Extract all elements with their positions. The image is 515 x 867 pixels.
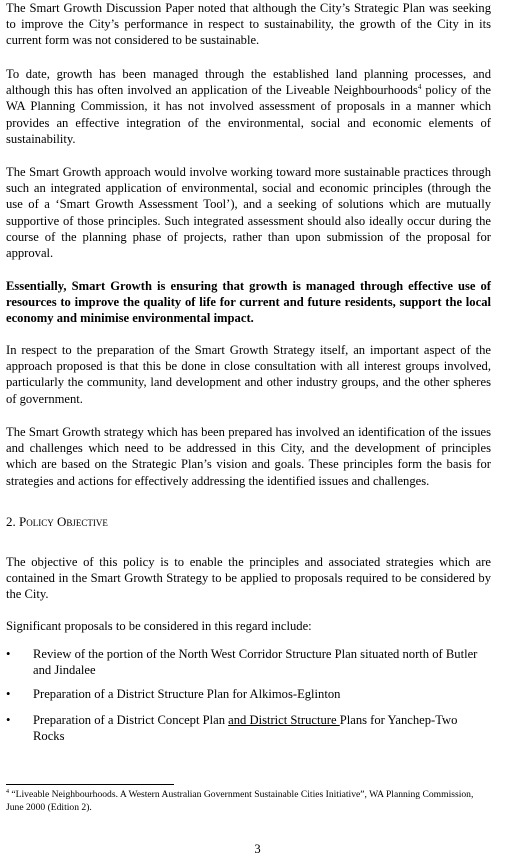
list-item-text-b: Plans for Yanchep-Two Rocks [33, 713, 458, 744]
section-title: Policy Objective [19, 514, 108, 529]
section-number: 2. [6, 514, 16, 529]
paragraph-growth-management-text-b: policy of the WA Planning Commission, it has not involved assessment of proposals in a manner which provides an effective integration of the environmental, social and economic elements of sustainability. [6, 83, 491, 146]
paragraph-strategy-principles: The Smart Growth strategy which has been prepared has involved an identification of the issues and challenges which need to be addressed in this City, and the development of principles which are based on the Strategic Plan’s vision and goals. These principles form the basis for strategies and actions for effectively addressing the identified issues and challenges. [6, 425, 491, 488]
footnote [6, 788, 491, 814]
paragraph-growth-management-text-a: To date, growth has been managed through the established land planning processes, and although this has often involved an application of the Liveable Neighbourhoods [6, 67, 491, 98]
paragraph-discussion-paper: The Smart Growth Discussion Paper noted that although the City’s Strategic Plan was seeking to improve the City’s performance in respect to sustainability, the growth of the City in its current form was not considered to be sustainable. [6, 1, 491, 48]
list-item-text [33, 712, 488, 744]
bullet-icon: • [6, 713, 11, 727]
footnote-divider [6, 784, 174, 785]
paragraph-significant-proposals: Significant proposals to be considered in this regard include: [6, 619, 312, 633]
footnote-reference-4: 4 [417, 83, 422, 92]
section-heading-policy-objective [6, 514, 108, 530]
footnote-text: “Liveable Neighbourhoods. A Western Australian Government Sustainable Cities Initiative”, WA Planning Commission, June 2000 (Edition 2). [6, 789, 474, 813]
paragraph-smart-growth-approach: The Smart Growth approach would involve working toward more sustainable practices through such an integrated application of environmental, social and economic principles (through the use of a ‘Smart Growth Assessment Tool’), and a seeking of solutions which are mutually supportive of those principles. Such integrated assessment should also ideally occur during the course of the planning phase of projects, rather than upon submission of the proposal for approval. [6, 165, 491, 261]
page-number: 3 [254, 842, 261, 856]
paragraph-growth-management [6, 66, 491, 147]
paragraph-smart-growth-definition: Essentially, Smart Growth is ensuring that growth is managed through effective use of resources to improve the quality of life for current and future residents, support the local economy and minimise environmental impact. [6, 279, 491, 326]
bullet-icon: • [6, 687, 11, 701]
paragraph-strategy-preparation: In respect to the preparation of the Smart Growth Strategy itself, an important aspect of the approach proposed is that this be done in close consultation with all interest groups involved, particularly the community, land development and other industry groups, and the other spheres of government. [6, 343, 491, 406]
list-item-text-underlined: and District Structure [228, 713, 340, 727]
footnote-marker: 4 [6, 788, 9, 795]
list-item-text-a: Preparation of a District Concept Plan [33, 713, 229, 727]
paragraph-policy-objective: The objective of this policy is to enable the principles and associated strategies which are contained in the Smart Growth Strategy to be applied to proposals required to be considered by the City. [6, 555, 491, 602]
list-item-text: Preparation of a District Structure Plan for Alkimos-Eglinton [33, 687, 341, 701]
list-item-text: Review of the portion of the North West Corridor Structure Plan situated north of Butler and Jindalee [33, 647, 478, 678]
bullet-icon: • [6, 647, 11, 661]
